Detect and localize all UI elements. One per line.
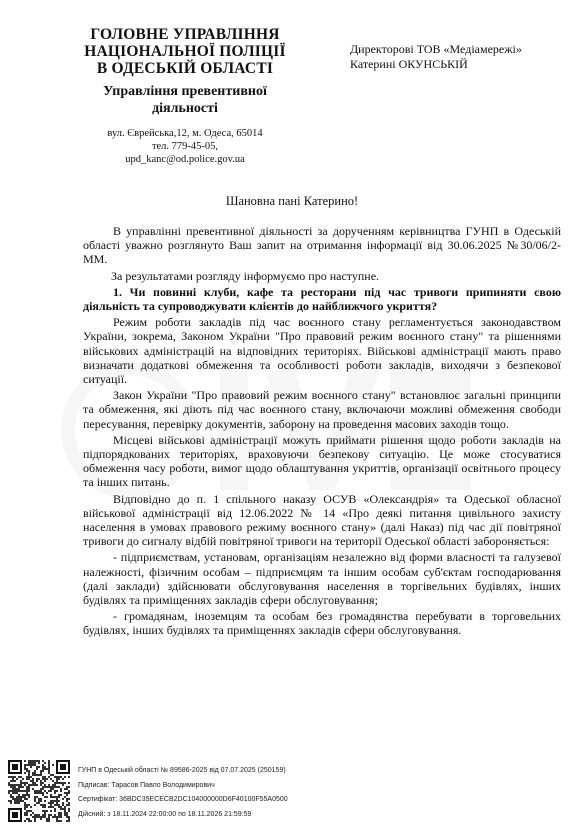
signature-cert-line: Сертифікат: 36BDC35ECECB2DC104000000D6F40100F55A0500 [78, 796, 288, 803]
paragraph: Відповідно до п. 1 спільного наказу ОСУВ «Олександрія» та Одеської обласної військової адміністрації від 12.06.2022 № 14 «Про деякі питання цивільного захисту населення в умовах правового режиму воєнного стану» (далі Наказ) під час дії повітряної тривоги до сигналу відбій повітряної тривоги на території Одеської області забороняється: [83, 491, 561, 549]
org-name-line2: НАЦІОНАЛЬНОЇ ПОЛІЦІЇ [84, 43, 286, 60]
org-name-line1: ГОЛОВНЕ УПРАВЛІННЯ [90, 26, 280, 43]
qr-code-icon [8, 760, 70, 822]
signature-details [78, 764, 288, 822]
recipient-line1: Директорові ТОВ «Медіамережі» [350, 42, 522, 56]
sender-address: вул. Єврейська,12, м. Одеса, 65014 [107, 128, 263, 139]
dept-name-line1: Управління превентивної [103, 84, 267, 99]
recipient-block [350, 42, 570, 72]
paragraph: Закон України "Про правовий режим воєнного стану" встановлює загальні принципи та обмеження, які діють під час воєнного стану, включаючи можливі обмеження свободи пересування, перевірку документів, заборону на проведення масових заходів тощо. [83, 388, 561, 431]
greeting: Шановна пані Катерино! [225, 194, 359, 208]
paragraph: Місцеві військові адміністрації можуть приймати рішення щодо роботи закладів на підпорядкованих територіях, враховуючи безпекову ситуацію. Це може стосуватися обмеження часу роботи, вимог щодо облаштування укриттів, організації освітнього процесу та інших питань. [83, 432, 561, 490]
signature-doc-line: ГУНП в Одеській області № 89586-2025 від 07.07.2025 (250159) [78, 767, 286, 774]
recipient-line2: Катерині ОКУНСЬКІЙ [350, 57, 468, 71]
sender-email[interactable]: upd_kanc@od.police.gov.ua [125, 154, 245, 165]
paragraph: За результатами розгляду інформуємо про наступне. [111, 268, 380, 283]
list-item: - громадянам, іноземцям та особам без громадянства перебувати в торговельних будівлях, інших будівлях та приміщеннях закладів сфери обслуговування. [83, 609, 561, 638]
question-heading: 1. Чи повинні клуби, кафе та ресторани під час тривоги припиняти свою діяльність та супроводжувати клієнтів до найближчого укриття? [83, 284, 561, 314]
org-name-line3: В ОДЕСЬКІЙ ОБЛАСТІ [96, 60, 274, 77]
list-item: - підприємствам, установам, організаціям незалежно від форми власності та галузевої належності, фізичним особам – підприємцям та іншим особам суб'єктам господарювання (далі заклади) здійснювати обслуговування населення в торгівельних будівлях, інших будівлях та приміщеннях закладів сфери обслуговування; [83, 550, 561, 608]
paragraph: Режим роботи закладів під час воєнного стану регламентується законодавством України, зокрема, Законом України "Про правовий режим воєнного стану" та рішеннями військових адміністрацій на відповідних територіях. Військові адміністрації мають право визначати додаткові обмеження та особливості роботи закладів, виходячи з безпекової ситуації. [83, 315, 561, 387]
signature-signer-line: Підписав: Тарасов Павло Володимирович [78, 781, 215, 789]
paragraph: В управлінні превентивної діяльності за дорученням керівництва ГУНП в Одеській області уважно розглянуто Ваш запит на отримання інформації від 30.06.2025 №30/06/2-ММ. [83, 224, 561, 267]
dept-name-line2: діяльності [152, 101, 218, 116]
signature-valid-line: Дійсний: з 18.11.2024 22:00:00 по 18.11.2026 21:59:59 [78, 810, 252, 818]
e-signature-block [8, 760, 578, 830]
sender-phone: тел. 779-45-05, [151, 141, 219, 152]
letter-body [83, 224, 561, 640]
sender-block [74, 26, 296, 166]
